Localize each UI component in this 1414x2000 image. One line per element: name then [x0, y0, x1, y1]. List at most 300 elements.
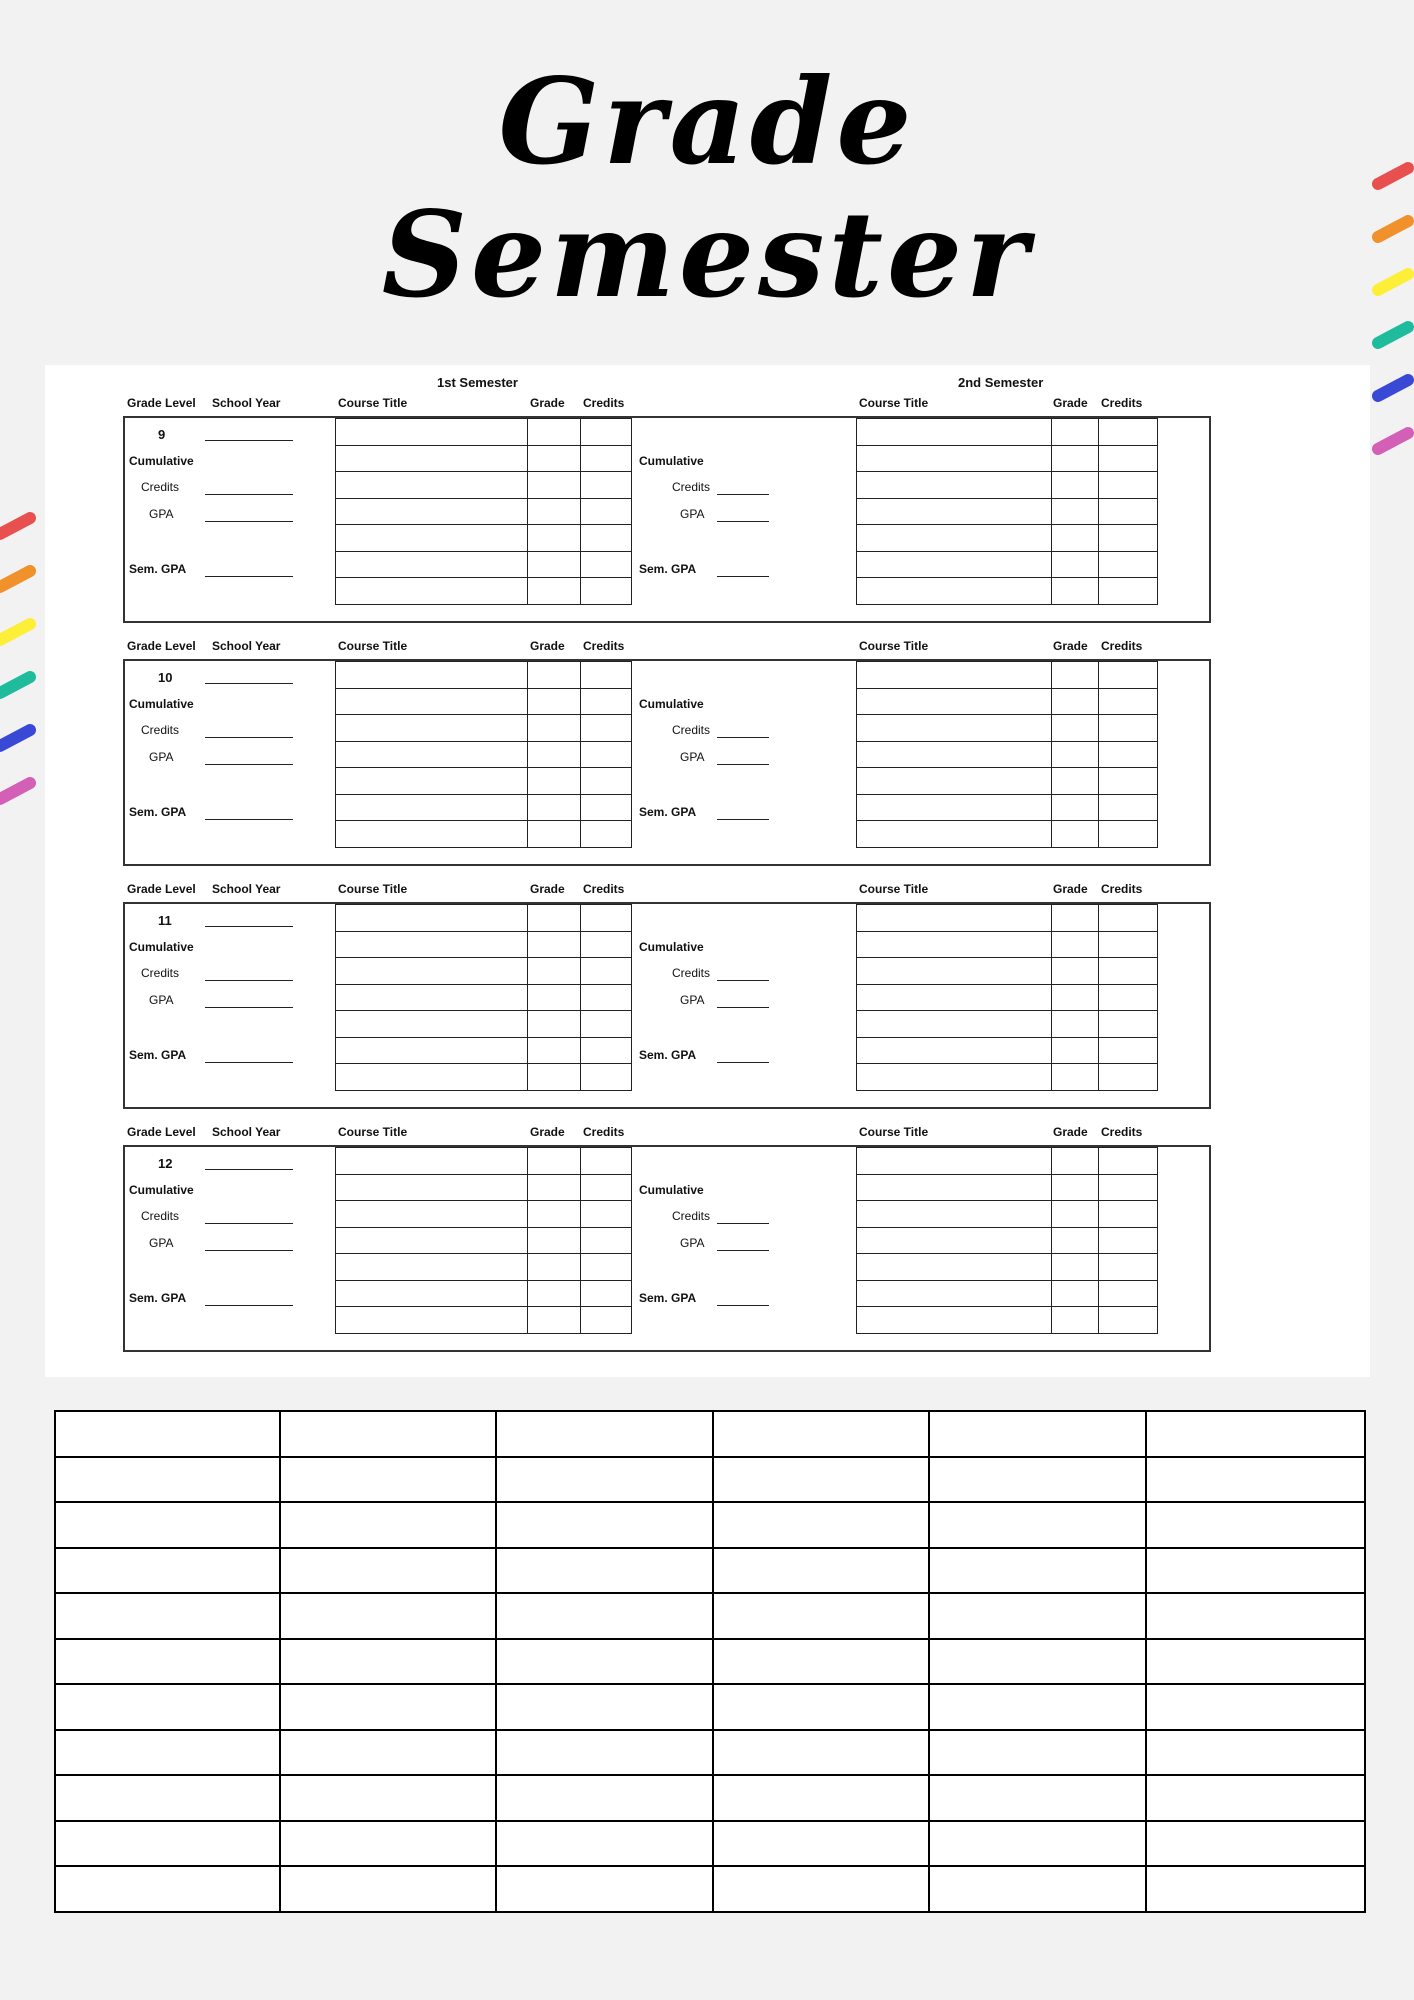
- sem-gpa-field[interactable]: [717, 576, 769, 577]
- grid-cell[interactable]: [280, 1821, 496, 1867]
- sem-gpa-field[interactable]: [205, 819, 293, 820]
- school-year-header: School Year: [212, 1125, 281, 1139]
- course-title-cell[interactable]: [336, 1307, 528, 1334]
- decorative-stripe: [1370, 372, 1414, 404]
- grade-cell[interactable]: [528, 1064, 581, 1091]
- course-title-cell[interactable]: [336, 1011, 528, 1038]
- grid-row: [55, 1457, 1365, 1503]
- grid-cell[interactable]: [496, 1775, 713, 1821]
- credits-cell[interactable]: [1099, 1254, 1158, 1281]
- grade-cell[interactable]: [1052, 1201, 1099, 1228]
- grid-cell[interactable]: [280, 1411, 496, 1457]
- grid-cell[interactable]: [929, 1548, 1146, 1594]
- cumulative-gpa-field[interactable]: [205, 1250, 293, 1251]
- grade-cell[interactable]: [528, 984, 581, 1011]
- grid-cell[interactable]: [713, 1684, 929, 1730]
- sem-gpa-label: Sem. GPA: [129, 805, 187, 819]
- credits-cell[interactable]: [1099, 1307, 1158, 1334]
- school-year-field[interactable]: [205, 926, 293, 927]
- grid-cell[interactable]: [1146, 1593, 1365, 1639]
- grid-cell[interactable]: [713, 1775, 929, 1821]
- course-title-cell[interactable]: [857, 1011, 1052, 1038]
- credits-cell[interactable]: [581, 419, 632, 446]
- grid-cell[interactable]: [929, 1457, 1146, 1503]
- credits-cell[interactable]: [581, 498, 632, 525]
- page-title-line-2: Semester: [381, 185, 1033, 324]
- grade-cell[interactable]: [528, 419, 581, 446]
- grid-cell[interactable]: [496, 1821, 713, 1867]
- course-title-cell[interactable]: [336, 1254, 528, 1281]
- cumulative-gpa-field[interactable]: [717, 764, 769, 765]
- grade-cell[interactable]: [528, 445, 581, 472]
- course-title-cell[interactable]: [857, 1201, 1052, 1228]
- cumulative-gpa-field[interactable]: [205, 1007, 293, 1008]
- course-title-cell[interactable]: [857, 525, 1052, 552]
- grade-level-value: 12: [158, 1156, 173, 1171]
- grid-cell[interactable]: [1146, 1866, 1365, 1912]
- grade-cell[interactable]: [1052, 1174, 1099, 1201]
- grid-cell[interactable]: [929, 1730, 1146, 1776]
- cumulative-label: Cumulative: [129, 1183, 194, 1197]
- credits-cell[interactable]: [581, 958, 632, 985]
- grid-cell[interactable]: [929, 1821, 1146, 1867]
- credits-cell[interactable]: [1099, 984, 1158, 1011]
- school-year-field[interactable]: [205, 1169, 293, 1170]
- grid-cell[interactable]: [1146, 1457, 1365, 1503]
- credits-cell[interactable]: [1099, 821, 1158, 848]
- course-title-header: Course Title: [338, 396, 408, 410]
- course-title-cell[interactable]: [336, 445, 528, 472]
- grade-cell[interactable]: [528, 551, 581, 578]
- course-title-cell[interactable]: [336, 1064, 528, 1091]
- grade-cell[interactable]: [1052, 1011, 1099, 1038]
- grade-cell[interactable]: [1052, 768, 1099, 795]
- grid-row: [55, 1730, 1365, 1776]
- grade-cell[interactable]: [1052, 1307, 1099, 1334]
- course-row: [857, 1148, 1158, 1175]
- sem-gpa-field[interactable]: [205, 1305, 293, 1306]
- course-title-cell[interactable]: [336, 1148, 528, 1175]
- grade-level-header: Grade Level: [127, 882, 196, 896]
- credits-cell[interactable]: [581, 715, 632, 742]
- grade-cell[interactable]: [1052, 958, 1099, 985]
- course-table: [856, 904, 1158, 1091]
- course-title-cell[interactable]: [336, 419, 528, 446]
- course-row: [336, 1174, 632, 1201]
- grid-cell[interactable]: [55, 1866, 280, 1912]
- grade-cell[interactable]: [528, 578, 581, 605]
- grid-cell[interactable]: [280, 1548, 496, 1594]
- credits-cell[interactable]: [581, 688, 632, 715]
- grid-cell[interactable]: [1146, 1502, 1365, 1548]
- first-semester-header: 1st Semester: [437, 375, 518, 390]
- grid-cell[interactable]: [929, 1593, 1146, 1639]
- grade-cell[interactable]: [1052, 498, 1099, 525]
- credits-cell[interactable]: [581, 1254, 632, 1281]
- course-title-cell[interactable]: [336, 768, 528, 795]
- grid-cell[interactable]: [55, 1775, 280, 1821]
- course-title-cell[interactable]: [857, 688, 1052, 715]
- grid-cell[interactable]: [929, 1775, 1146, 1821]
- grid-cell[interactable]: [496, 1548, 713, 1594]
- course-title-cell[interactable]: [336, 578, 528, 605]
- grade-cell[interactable]: [528, 1148, 581, 1175]
- credits-cell[interactable]: [1099, 578, 1158, 605]
- course-title-cell[interactable]: [857, 1064, 1052, 1091]
- credits-cell[interactable]: [581, 662, 632, 689]
- grade-cell[interactable]: [1052, 931, 1099, 958]
- credits-cell[interactable]: [1099, 1227, 1158, 1254]
- course-title-cell[interactable]: [857, 768, 1052, 795]
- course-row: [336, 958, 632, 985]
- course-title-cell[interactable]: [857, 445, 1052, 472]
- credits-cell[interactable]: [581, 1174, 632, 1201]
- sem-gpa-field[interactable]: [205, 576, 293, 577]
- grade-cell[interactable]: [1052, 1227, 1099, 1254]
- cumulative-credits-field[interactable]: [717, 737, 769, 738]
- course-row: [336, 1201, 632, 1228]
- grid-cell[interactable]: [713, 1457, 929, 1503]
- cumulative-credits-field[interactable]: [205, 494, 293, 495]
- grid-cell[interactable]: [280, 1639, 496, 1685]
- school-year-field[interactable]: [205, 440, 293, 441]
- grid-cell[interactable]: [713, 1730, 929, 1776]
- grid-cell[interactable]: [1146, 1775, 1365, 1821]
- grade-header: Grade: [1053, 882, 1088, 896]
- sem-gpa-field[interactable]: [717, 1305, 769, 1306]
- cumulative-credits-field[interactable]: [205, 1223, 293, 1224]
- grid-cell[interactable]: [496, 1411, 713, 1457]
- credits-cell[interactable]: [1099, 768, 1158, 795]
- grid-cell[interactable]: [713, 1411, 929, 1457]
- course-title-cell[interactable]: [857, 1307, 1052, 1334]
- grade-cell[interactable]: [528, 525, 581, 552]
- grid-cell[interactable]: [55, 1593, 280, 1639]
- grid-row: [55, 1502, 1365, 1548]
- grade-cell[interactable]: [528, 821, 581, 848]
- course-row: [336, 931, 632, 958]
- credits-cell[interactable]: [1099, 1148, 1158, 1175]
- course-title-cell[interactable]: [336, 525, 528, 552]
- grid-cell[interactable]: [55, 1411, 280, 1457]
- grade-cell[interactable]: [1052, 905, 1099, 932]
- cumulative-credits-field[interactable]: [717, 980, 769, 981]
- grid-cell[interactable]: [1146, 1411, 1365, 1457]
- grade-cell[interactable]: [1052, 1280, 1099, 1307]
- sem-gpa-label: Sem. GPA: [639, 1291, 697, 1305]
- credits-cell[interactable]: [1099, 794, 1158, 821]
- course-title-cell[interactable]: [857, 794, 1052, 821]
- credits-cell[interactable]: [1099, 525, 1158, 552]
- grade-cell[interactable]: [1052, 794, 1099, 821]
- course-title-cell[interactable]: [857, 578, 1052, 605]
- grade-cell[interactable]: [528, 688, 581, 715]
- course-title-cell[interactable]: [857, 741, 1052, 768]
- course-title-cell[interactable]: [336, 498, 528, 525]
- grid-cell[interactable]: [280, 1593, 496, 1639]
- credits-cell[interactable]: [1099, 1011, 1158, 1038]
- grade-cell[interactable]: [1052, 662, 1099, 689]
- course-title-cell[interactable]: [857, 905, 1052, 932]
- course-title-cell[interactable]: [857, 472, 1052, 499]
- credits-cell[interactable]: [581, 1280, 632, 1307]
- credits-cell[interactable]: [581, 1227, 632, 1254]
- credits-cell[interactable]: [581, 821, 632, 848]
- cumulative-credits-field[interactable]: [205, 980, 293, 981]
- credits-cell[interactable]: [1099, 1280, 1158, 1307]
- grid-cell[interactable]: [496, 1457, 713, 1503]
- course-row: [857, 1201, 1158, 1228]
- grade-cell[interactable]: [528, 1174, 581, 1201]
- course-row: [336, 445, 632, 472]
- course-title-cell[interactable]: [336, 715, 528, 742]
- cumulative-credits-field[interactable]: [205, 737, 293, 738]
- grid-cell[interactable]: [1146, 1548, 1365, 1594]
- credits-cell[interactable]: [581, 741, 632, 768]
- grade-cell[interactable]: [1052, 1148, 1099, 1175]
- cumulative-gpa-field[interactable]: [717, 1250, 769, 1251]
- grid-cell[interactable]: [713, 1502, 929, 1548]
- credits-cell[interactable]: [581, 472, 632, 499]
- grid-cell[interactable]: [713, 1821, 929, 1867]
- grade-cell[interactable]: [1052, 578, 1099, 605]
- grade-cell[interactable]: [1052, 741, 1099, 768]
- grid-cell[interactable]: [713, 1548, 929, 1594]
- grade-level-block: [45, 384, 1370, 627]
- grid-cell[interactable]: [280, 1684, 496, 1730]
- course-title-cell[interactable]: [336, 821, 528, 848]
- course-title-cell[interactable]: [857, 1254, 1052, 1281]
- course-title-cell[interactable]: [336, 1174, 528, 1201]
- credits-cell[interactable]: [581, 551, 632, 578]
- grid-cell[interactable]: [1146, 1821, 1365, 1867]
- credits-cell[interactable]: [1099, 1064, 1158, 1091]
- cumulative-label: Cumulative: [639, 454, 704, 468]
- cumulative-credits-field[interactable]: [717, 1223, 769, 1224]
- grid-cell[interactable]: [929, 1639, 1146, 1685]
- grid-cell[interactable]: [1146, 1730, 1365, 1776]
- course-title-cell[interactable]: [336, 1280, 528, 1307]
- cumulative-gpa-field[interactable]: [717, 1007, 769, 1008]
- grid-row: [55, 1593, 1365, 1639]
- grid-cell[interactable]: [280, 1457, 496, 1503]
- course-title-cell[interactable]: [857, 931, 1052, 958]
- course-title-cell[interactable]: [336, 688, 528, 715]
- credits-cell[interactable]: [581, 768, 632, 795]
- grid-cell[interactable]: [55, 1502, 280, 1548]
- grid-cell[interactable]: [496, 1730, 713, 1776]
- sem-gpa-field[interactable]: [205, 1062, 293, 1063]
- grade-cell[interactable]: [1052, 551, 1099, 578]
- page-title-line-1: Grade: [498, 52, 916, 191]
- course-title-cell[interactable]: [336, 1227, 528, 1254]
- grid-cell[interactable]: [280, 1502, 496, 1548]
- grid-cell[interactable]: [929, 1411, 1146, 1457]
- course-title-cell[interactable]: [857, 984, 1052, 1011]
- grid-cell[interactable]: [280, 1730, 496, 1776]
- credits-cell[interactable]: [1099, 905, 1158, 932]
- school-year-field[interactable]: [205, 683, 293, 684]
- credits-cell[interactable]: [581, 578, 632, 605]
- course-title-cell[interactable]: [336, 958, 528, 985]
- cumulative-gpa-field[interactable]: [205, 521, 293, 522]
- grid-cell[interactable]: [713, 1639, 929, 1685]
- grid-cell[interactable]: [55, 1639, 280, 1685]
- credits-cell[interactable]: [1099, 1201, 1158, 1228]
- course-row: [336, 525, 632, 552]
- sem-gpa-field[interactable]: [717, 819, 769, 820]
- course-title-cell[interactable]: [336, 662, 528, 689]
- grid-cell[interactable]: [280, 1775, 496, 1821]
- grade-cell[interactable]: [528, 768, 581, 795]
- course-title-cell[interactable]: [857, 715, 1052, 742]
- grade-cell[interactable]: [528, 1037, 581, 1064]
- course-title-cell[interactable]: [857, 662, 1052, 689]
- cumulative-gpa-field[interactable]: [717, 521, 769, 522]
- course-row: [857, 1307, 1158, 1334]
- credits-cell[interactable]: [581, 1148, 632, 1175]
- cumulative-credits-field[interactable]: [717, 494, 769, 495]
- grade-cell[interactable]: [528, 1227, 581, 1254]
- grade-cell[interactable]: [1052, 715, 1099, 742]
- credits-cell[interactable]: [581, 794, 632, 821]
- grid-cell[interactable]: [496, 1502, 713, 1548]
- grid-cell[interactable]: [713, 1866, 929, 1912]
- grade-cell[interactable]: [528, 1280, 581, 1307]
- grade-cell[interactable]: [528, 498, 581, 525]
- grade-cell[interactable]: [528, 905, 581, 932]
- grade-header: Grade: [530, 1125, 565, 1139]
- grade-cell[interactable]: [1052, 984, 1099, 1011]
- grade-cell[interactable]: [528, 662, 581, 689]
- grid-cell[interactable]: [55, 1457, 280, 1503]
- course-title-cell[interactable]: [336, 1201, 528, 1228]
- grade-cell[interactable]: [1052, 525, 1099, 552]
- course-title-cell[interactable]: [336, 794, 528, 821]
- grade-cell[interactable]: [528, 1254, 581, 1281]
- course-title-cell[interactable]: [336, 931, 528, 958]
- course-title-cell[interactable]: [336, 551, 528, 578]
- credits-cell[interactable]: [1099, 551, 1158, 578]
- grid-cell[interactable]: [929, 1866, 1146, 1912]
- credits-cell[interactable]: [1099, 688, 1158, 715]
- course-title-cell[interactable]: [857, 1037, 1052, 1064]
- course-title-cell[interactable]: [336, 741, 528, 768]
- grid-cell[interactable]: [929, 1502, 1146, 1548]
- course-row: [857, 958, 1158, 985]
- course-title-cell[interactable]: [857, 419, 1052, 446]
- grid-cell[interactable]: [496, 1593, 713, 1639]
- grade-cell[interactable]: [528, 1307, 581, 1334]
- course-title-cell[interactable]: [336, 472, 528, 499]
- grid-cell[interactable]: [280, 1866, 496, 1912]
- cumulative-gpa-field[interactable]: [205, 764, 293, 765]
- credits-cell[interactable]: [1099, 662, 1158, 689]
- grade-cell[interactable]: [1052, 821, 1099, 848]
- course-row: [336, 688, 632, 715]
- grid-row: [55, 1775, 1365, 1821]
- course-title-cell[interactable]: [857, 551, 1052, 578]
- course-title-cell[interactable]: [857, 1174, 1052, 1201]
- credits-cell[interactable]: [1099, 715, 1158, 742]
- grid-cell[interactable]: [1146, 1684, 1365, 1730]
- credits-cell[interactable]: [1099, 445, 1158, 472]
- credits-cell[interactable]: [581, 1064, 632, 1091]
- credits-cell[interactable]: [581, 1307, 632, 1334]
- sem-gpa-field[interactable]: [717, 1062, 769, 1063]
- credits-header: Credits: [1101, 639, 1143, 653]
- credits-header: Credits: [1101, 882, 1143, 896]
- credits-cell[interactable]: [581, 525, 632, 552]
- grade-cell[interactable]: [1052, 472, 1099, 499]
- credits-cell[interactable]: [1099, 1174, 1158, 1201]
- credits-cell[interactable]: [581, 905, 632, 932]
- grid-cell[interactable]: [55, 1821, 280, 1867]
- course-title-cell[interactable]: [857, 1227, 1052, 1254]
- course-row: [857, 821, 1158, 848]
- credits-cell[interactable]: [1099, 498, 1158, 525]
- grade-cell[interactable]: [1052, 419, 1099, 446]
- grid-cell[interactable]: [713, 1593, 929, 1639]
- grade-level-block: [45, 627, 1370, 870]
- credits-cell[interactable]: [1099, 958, 1158, 985]
- grade-cell[interactable]: [528, 472, 581, 499]
- credits-cell[interactable]: [581, 1011, 632, 1038]
- course-title-cell[interactable]: [857, 1148, 1052, 1175]
- course-title-cell[interactable]: [336, 905, 528, 932]
- grid-cell[interactable]: [496, 1684, 713, 1730]
- grade-cell[interactable]: [528, 794, 581, 821]
- grid-cell[interactable]: [1146, 1639, 1365, 1685]
- credits-cell[interactable]: [1099, 1037, 1158, 1064]
- grade-cell[interactable]: [528, 931, 581, 958]
- course-title-cell[interactable]: [857, 958, 1052, 985]
- grid-cell[interactable]: [55, 1684, 280, 1730]
- grade-cell[interactable]: [1052, 1037, 1099, 1064]
- grid-cell[interactable]: [929, 1684, 1146, 1730]
- grid-cell[interactable]: [55, 1548, 280, 1594]
- credits-cell[interactable]: [1099, 741, 1158, 768]
- course-title-cell[interactable]: [336, 984, 528, 1011]
- credits-cell[interactable]: [581, 931, 632, 958]
- grid-cell[interactable]: [55, 1730, 280, 1776]
- grade-level-header: Grade Level: [127, 1125, 196, 1139]
- grade-cell[interactable]: [528, 715, 581, 742]
- grade-cell[interactable]: [528, 741, 581, 768]
- grid-cell[interactable]: [496, 1866, 713, 1912]
- credits-cell[interactable]: [1099, 419, 1158, 446]
- credits-cell[interactable]: [581, 1037, 632, 1064]
- credits-cell[interactable]: [1099, 931, 1158, 958]
- grade-cell[interactable]: [528, 1201, 581, 1228]
- grade-cell[interactable]: [1052, 1064, 1099, 1091]
- grade-cell[interactable]: [528, 1011, 581, 1038]
- credits-cell[interactable]: [581, 984, 632, 1011]
- grid-cell[interactable]: [496, 1639, 713, 1685]
- credits-cell[interactable]: [1099, 472, 1158, 499]
- course-row: [336, 984, 632, 1011]
- grade-cell[interactable]: [1052, 688, 1099, 715]
- grade-cell[interactable]: [1052, 1254, 1099, 1281]
- credits-cell[interactable]: [581, 1201, 632, 1228]
- grade-cell[interactable]: [528, 958, 581, 985]
- course-title-cell[interactable]: [857, 498, 1052, 525]
- credits-cell[interactable]: [581, 445, 632, 472]
- course-title-cell[interactable]: [857, 821, 1052, 848]
- course-title-cell[interactable]: [857, 1280, 1052, 1307]
- grade-cell[interactable]: [1052, 445, 1099, 472]
- course-title-cell[interactable]: [336, 1037, 528, 1064]
